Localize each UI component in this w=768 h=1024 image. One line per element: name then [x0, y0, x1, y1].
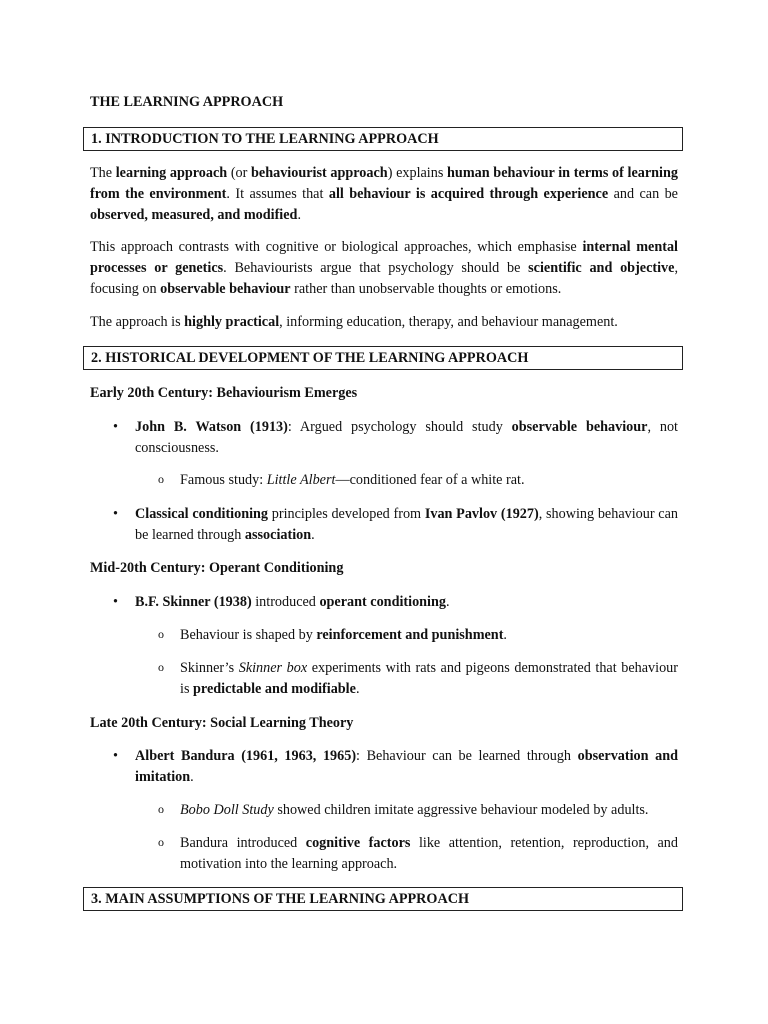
subheading-early-20th-century: Early 20th Century: Behaviourism Emerges — [90, 385, 358, 401]
subbullet-skinner-box: o Skinner’s Skinner box experiments with rats and pigeons demonstrated that behaviour is predictable and modifiable. — [180, 658, 678, 700]
subbullet-bobo-doll: o Bobo Doll Study showed children imitate aggressive behaviour modeled by adults. — [180, 800, 678, 821]
intro-paragraph-1: The learning approach (or behaviourist approach) explains human behaviour in terms of learning from the environment. It assumes that all behaviour is acquired through experience and can be observed, measured, and modified. — [90, 165, 678, 223]
section-heading-history: 2. HISTORICAL DEVELOPMENT OF THE LEARNING APPROACH — [83, 346, 683, 370]
subbullet-little-albert: o Famous study: Little Albert—conditioned fear of a white rat. — [180, 470, 678, 491]
intro-paragraph-3: The approach is highly practical, informing education, therapy, and behaviour management. — [90, 314, 618, 330]
section-heading-assumptions: 3. MAIN ASSUMPTIONS OF THE LEARNING APPROACH — [83, 887, 683, 911]
bullet-bandura: • Albert Bandura (1961, 1963, 1965): Behaviour can be learned through observation and imitation. — [135, 746, 678, 788]
section-heading-introduction: 1. INTRODUCTION TO THE LEARNING APPROACH — [83, 127, 683, 151]
subheading-late-20th-century: Late 20th Century: Social Learning Theory — [90, 715, 354, 731]
document-title: THE LEARNING APPROACH — [90, 94, 284, 110]
bullet-skinner: • B.F. Skinner (1938) introduced operant conditioning. — [135, 592, 678, 613]
subheading-mid-20th-century: Mid-20th Century: Operant Conditioning — [90, 560, 344, 576]
subbullet-reinforcement: o Behaviour is shaped by reinforcement and punishment. — [180, 625, 678, 646]
subbullet-cognitive-factors: o Bandura introduced cognitive factors like attention, retention, reproduction, and motivation into the learning approach. — [180, 833, 678, 875]
intro-paragraph-2: This approach contrasts with cognitive or biological approaches, which emphasise internal mental processes or genetics. Behaviourists argue that psychology should be scientific and objective, focusing on observable behaviour rather than unobservable thoughts or emotions. — [90, 239, 678, 297]
bullet-watson: • John B. Watson (1913): Argued psychology should study observable behaviour, not consciousness. — [135, 417, 678, 459]
bullet-pavlov: • Classical conditioning principles developed from Ivan Pavlov (1927), showing behaviour can be learned through association. — [135, 504, 678, 546]
